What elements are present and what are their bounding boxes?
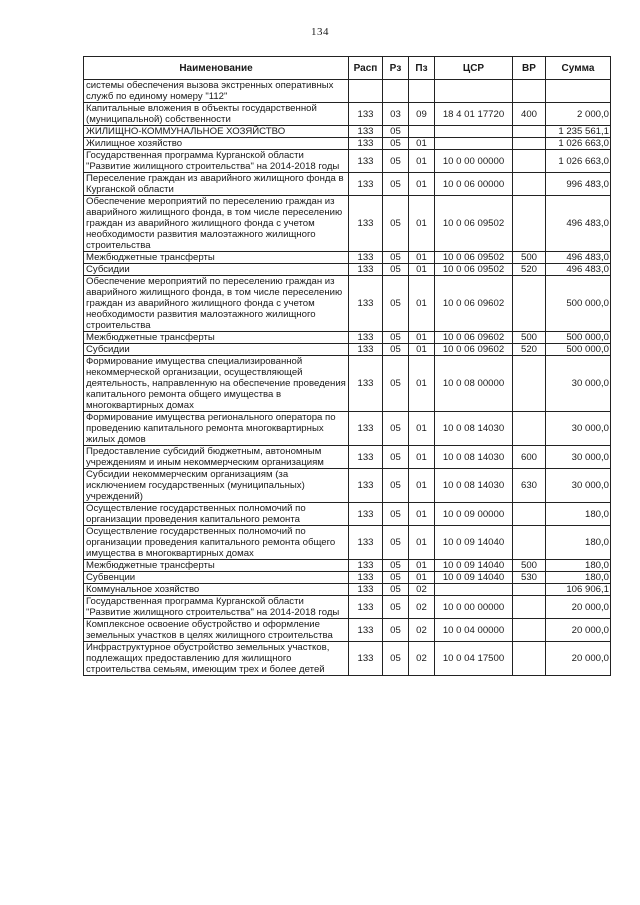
cell-rasp: 133 xyxy=(349,584,383,596)
cell-name: Межбюджетные трансферты xyxy=(84,332,349,344)
cell-vr xyxy=(513,196,546,252)
table-row xyxy=(84,526,611,560)
cell-pz: 02 xyxy=(409,619,435,642)
cell-rasp: 133 xyxy=(349,642,383,676)
cell-vr xyxy=(513,80,546,103)
cell-rasp: 133 xyxy=(349,560,383,572)
cell-rz: 05 xyxy=(383,252,409,264)
cell-name: системы обеспечения вызова экстренных оперативных служб по единому номеру "112" xyxy=(84,80,349,103)
cell-rasp: 133 xyxy=(349,572,383,584)
cell-rz: 05 xyxy=(383,469,409,503)
cell-sum: 20 000,0 xyxy=(546,642,611,676)
table-row xyxy=(84,126,611,138)
cell-sum: 500 000,0 xyxy=(546,276,611,332)
cell-pz: 01 xyxy=(409,344,435,356)
cell-pz: 01 xyxy=(409,173,435,196)
cell-vr: 530 xyxy=(513,572,546,584)
cell-rz: 05 xyxy=(383,276,409,332)
table-row xyxy=(84,252,611,264)
cell-vr: 600 xyxy=(513,446,546,469)
cell-pz: 01 xyxy=(409,150,435,173)
cell-vr xyxy=(513,503,546,526)
cell-rasp: 133 xyxy=(349,173,383,196)
table-row xyxy=(84,276,611,332)
table-row xyxy=(84,264,611,276)
cell-rasp: 133 xyxy=(349,344,383,356)
cell-csr: 10 0 06 09602 xyxy=(435,276,513,332)
cell-vr xyxy=(513,276,546,332)
cell-name: Межбюджетные трансферты xyxy=(84,560,349,572)
cell-sum: 20 000,0 xyxy=(546,619,611,642)
cell-vr: 400 xyxy=(513,103,546,126)
cell-sum: 30 000,0 xyxy=(546,356,611,412)
table-row xyxy=(84,173,611,196)
cell-rasp: 133 xyxy=(349,446,383,469)
cell-pz: 01 xyxy=(409,526,435,560)
cell-name: Субвенции xyxy=(84,572,349,584)
cell-sum: 180,0 xyxy=(546,572,611,584)
cell-rz: 05 xyxy=(383,150,409,173)
cell-csr: 10 0 06 09502 xyxy=(435,252,513,264)
cell-vr xyxy=(513,173,546,196)
cell-vr: 520 xyxy=(513,264,546,276)
cell-name: Переселение граждан из аварийного жилищного фонда в Курганской области xyxy=(84,173,349,196)
cell-rz: 05 xyxy=(383,572,409,584)
cell-csr: 10 0 00 00000 xyxy=(435,596,513,619)
table-row xyxy=(84,642,611,676)
cell-rz: 05 xyxy=(383,264,409,276)
table-row xyxy=(84,150,611,173)
table-row xyxy=(84,446,611,469)
cell-name: Комплексное освоение обустройство и оформление земельных участков в целях жилищного строительства xyxy=(84,619,349,642)
cell-name: Межбюджетные трансферты xyxy=(84,252,349,264)
cell-rz: 05 xyxy=(383,642,409,676)
cell-rasp: 133 xyxy=(349,526,383,560)
cell-name: Обеспечение мероприятий по переселению граждан из аварийного жилищного фонда, в том числе переселению граждан из аварийного жилищного фонда с учетом необходимости развития малоэтажного жилищного строительства xyxy=(84,276,349,332)
header-sum: Сумма xyxy=(546,57,611,80)
cell-csr: 10 0 08 14030 xyxy=(435,446,513,469)
cell-csr: 10 0 09 14040 xyxy=(435,560,513,572)
cell-vr xyxy=(513,642,546,676)
cell-name: Коммунальное хозяйство xyxy=(84,584,349,596)
cell-pz: 09 xyxy=(409,103,435,126)
header-pz: Пз xyxy=(409,57,435,80)
cell-sum: 496 483,0 xyxy=(546,196,611,252)
cell-pz: 01 xyxy=(409,252,435,264)
cell-pz: 02 xyxy=(409,596,435,619)
cell-pz: 01 xyxy=(409,503,435,526)
cell-rz: 05 xyxy=(383,619,409,642)
cell-vr: 500 xyxy=(513,560,546,572)
table-row xyxy=(84,344,611,356)
cell-rasp: 133 xyxy=(349,332,383,344)
cell-rz: 05 xyxy=(383,332,409,344)
cell-rz: 03 xyxy=(383,103,409,126)
cell-vr xyxy=(513,619,546,642)
cell-csr: 18 4 01 17720 xyxy=(435,103,513,126)
table-body xyxy=(84,80,611,676)
cell-sum: 180,0 xyxy=(546,526,611,560)
header-rz: Рз xyxy=(383,57,409,80)
table-row xyxy=(84,138,611,150)
cell-rasp: 133 xyxy=(349,138,383,150)
cell-rasp: 133 xyxy=(349,276,383,332)
cell-pz: 01 xyxy=(409,264,435,276)
cell-pz: 01 xyxy=(409,412,435,446)
cell-sum: 180,0 xyxy=(546,503,611,526)
cell-name: Формирование имущества регионального оператора по проведению капитального ремонта многоквартирных жилых домов xyxy=(84,412,349,446)
cell-sum: 20 000,0 xyxy=(546,596,611,619)
cell-name: Субсидии xyxy=(84,264,349,276)
header-name: Наименование xyxy=(84,57,349,80)
cell-pz: 02 xyxy=(409,584,435,596)
cell-sum: 30 000,0 xyxy=(546,446,611,469)
table-row xyxy=(84,560,611,572)
cell-csr: 10 0 09 00000 xyxy=(435,503,513,526)
cell-sum: 996 483,0 xyxy=(546,173,611,196)
cell-rz: 05 xyxy=(383,503,409,526)
header-vr: ВР xyxy=(513,57,546,80)
table-row xyxy=(84,356,611,412)
cell-csr: 10 0 08 14030 xyxy=(435,412,513,446)
cell-name: Предоставление субсидий бюджетным, автономным учреждениям и иным некоммерческим организациям xyxy=(84,446,349,469)
table-row xyxy=(84,103,611,126)
cell-sum: 496 483,0 xyxy=(546,252,611,264)
cell-rz: 05 xyxy=(383,446,409,469)
cell-vr xyxy=(513,356,546,412)
cell-csr: 10 0 06 09602 xyxy=(435,332,513,344)
cell-sum: 1 026 663,0 xyxy=(546,150,611,173)
cell-rz: 05 xyxy=(383,344,409,356)
cell-rasp: 133 xyxy=(349,252,383,264)
cell-rasp: 133 xyxy=(349,596,383,619)
cell-csr: 10 0 04 17500 xyxy=(435,642,513,676)
cell-csr: 10 0 04 00000 xyxy=(435,619,513,642)
cell-vr xyxy=(513,526,546,560)
cell-vr xyxy=(513,584,546,596)
cell-sum xyxy=(546,80,611,103)
cell-pz xyxy=(409,126,435,138)
cell-rasp: 133 xyxy=(349,503,383,526)
cell-rz: 05 xyxy=(383,560,409,572)
cell-sum: 180,0 xyxy=(546,560,611,572)
cell-vr xyxy=(513,150,546,173)
table-row xyxy=(84,196,611,252)
table-row xyxy=(84,596,611,619)
cell-sum: 496 483,0 xyxy=(546,264,611,276)
cell-name: Формирование имущества специализированной некоммерческой организации, осуществляющей деятельность, направленную на обеспечение проведения капитального ремонта общего имущества в многоквартирных домах xyxy=(84,356,349,412)
cell-rz xyxy=(383,80,409,103)
table-row xyxy=(84,619,611,642)
cell-name: Инфраструктурное обустройство земельных участков, подлежащих предоставлению для жилищного строительства семьям, имеющим трех и более детей xyxy=(84,642,349,676)
cell-rz: 05 xyxy=(383,173,409,196)
cell-sum: 30 000,0 xyxy=(546,412,611,446)
budget-table xyxy=(83,56,611,676)
cell-csr: 10 0 09 14040 xyxy=(435,526,513,560)
cell-vr: 500 xyxy=(513,252,546,264)
cell-rz: 05 xyxy=(383,526,409,560)
cell-vr xyxy=(513,138,546,150)
cell-csr: 10 0 06 00000 xyxy=(435,173,513,196)
cell-pz: 01 xyxy=(409,332,435,344)
cell-sum: 1 026 663,0 xyxy=(546,138,611,150)
cell-pz: 01 xyxy=(409,196,435,252)
cell-csr xyxy=(435,80,513,103)
cell-vr xyxy=(513,126,546,138)
table-row xyxy=(84,412,611,446)
cell-vr: 630 xyxy=(513,469,546,503)
cell-pz: 01 xyxy=(409,469,435,503)
cell-csr: 10 0 06 09502 xyxy=(435,196,513,252)
cell-pz: 01 xyxy=(409,560,435,572)
cell-name: ЖИЛИЩНО-КОММУНАЛЬНОЕ ХОЗЯЙСТВО xyxy=(84,126,349,138)
cell-rasp: 133 xyxy=(349,469,383,503)
cell-rasp: 133 xyxy=(349,264,383,276)
cell-name: Обеспечение мероприятий по переселению граждан из аварийного жилищного фонда, в том числе переселению граждан из аварийного жилищного фонда с учетом необходимости развития малоэтажного жилищного строительства xyxy=(84,196,349,252)
cell-rz: 05 xyxy=(383,596,409,619)
cell-pz: 01 xyxy=(409,138,435,150)
cell-csr: 10 0 00 00000 xyxy=(435,150,513,173)
cell-sum: 1 235 561,1 xyxy=(546,126,611,138)
cell-rz: 05 xyxy=(383,196,409,252)
cell-name: Осуществление государственных полномочий по организации проведения капитального ремонта xyxy=(84,503,349,526)
cell-sum: 500 000,0 xyxy=(546,332,611,344)
cell-rasp: 133 xyxy=(349,126,383,138)
cell-csr: 10 0 08 14030 xyxy=(435,469,513,503)
header-rasp: Расп xyxy=(349,57,383,80)
cell-rz: 05 xyxy=(383,138,409,150)
cell-name: Государственная программа Курганской области "Развитие жилищного строительства" на 2014-2018 годы xyxy=(84,150,349,173)
table-row xyxy=(84,572,611,584)
table-row xyxy=(84,469,611,503)
table-row xyxy=(84,584,611,596)
cell-name: Капитальные вложения в объекты государственной (муниципальной) собственности xyxy=(84,103,349,126)
cell-name: Осуществление государственных полномочий по организации проведения капитального ремонта общего имущества в многоквартирных домах xyxy=(84,526,349,560)
cell-vr: 500 xyxy=(513,332,546,344)
cell-csr xyxy=(435,138,513,150)
page-number: 134 xyxy=(311,26,329,38)
table-row xyxy=(84,332,611,344)
cell-csr: 10 0 06 09602 xyxy=(435,344,513,356)
cell-rasp: 133 xyxy=(349,196,383,252)
cell-csr xyxy=(435,126,513,138)
cell-pz xyxy=(409,80,435,103)
table-header-row xyxy=(84,57,611,80)
cell-csr: 10 0 09 14040 xyxy=(435,572,513,584)
cell-sum: 2 000,0 xyxy=(546,103,611,126)
cell-rz: 05 xyxy=(383,412,409,446)
cell-pz: 01 xyxy=(409,276,435,332)
cell-rasp xyxy=(349,80,383,103)
cell-vr xyxy=(513,412,546,446)
cell-csr xyxy=(435,584,513,596)
cell-sum: 500 000,0 xyxy=(546,344,611,356)
cell-rz: 05 xyxy=(383,356,409,412)
cell-pz: 01 xyxy=(409,446,435,469)
cell-name: Государственная программа Курганской области "Развитие жилищного строительства" на 2014-2018 годы xyxy=(84,596,349,619)
cell-rz: 05 xyxy=(383,126,409,138)
header-csr: ЦСР xyxy=(435,57,513,80)
cell-rasp: 133 xyxy=(349,356,383,412)
cell-rasp: 133 xyxy=(349,150,383,173)
cell-vr xyxy=(513,596,546,619)
table-row xyxy=(84,80,611,103)
cell-vr: 520 xyxy=(513,344,546,356)
cell-rasp: 133 xyxy=(349,412,383,446)
cell-sum: 106 906,1 xyxy=(546,584,611,596)
cell-csr: 10 0 06 09502 xyxy=(435,264,513,276)
cell-csr: 10 0 08 00000 xyxy=(435,356,513,412)
cell-name: Субсидии некоммерческим организациям (за исключением государственных (муниципальных) учреждений) xyxy=(84,469,349,503)
cell-name: Жилищное хозяйство xyxy=(84,138,349,150)
cell-sum: 30 000,0 xyxy=(546,469,611,503)
cell-pz: 01 xyxy=(409,356,435,412)
cell-pz: 01 xyxy=(409,572,435,584)
cell-rasp: 133 xyxy=(349,619,383,642)
cell-rz: 05 xyxy=(383,584,409,596)
cell-name: Субсидии xyxy=(84,344,349,356)
cell-rasp: 133 xyxy=(349,103,383,126)
table-row xyxy=(84,503,611,526)
cell-pz: 02 xyxy=(409,642,435,676)
